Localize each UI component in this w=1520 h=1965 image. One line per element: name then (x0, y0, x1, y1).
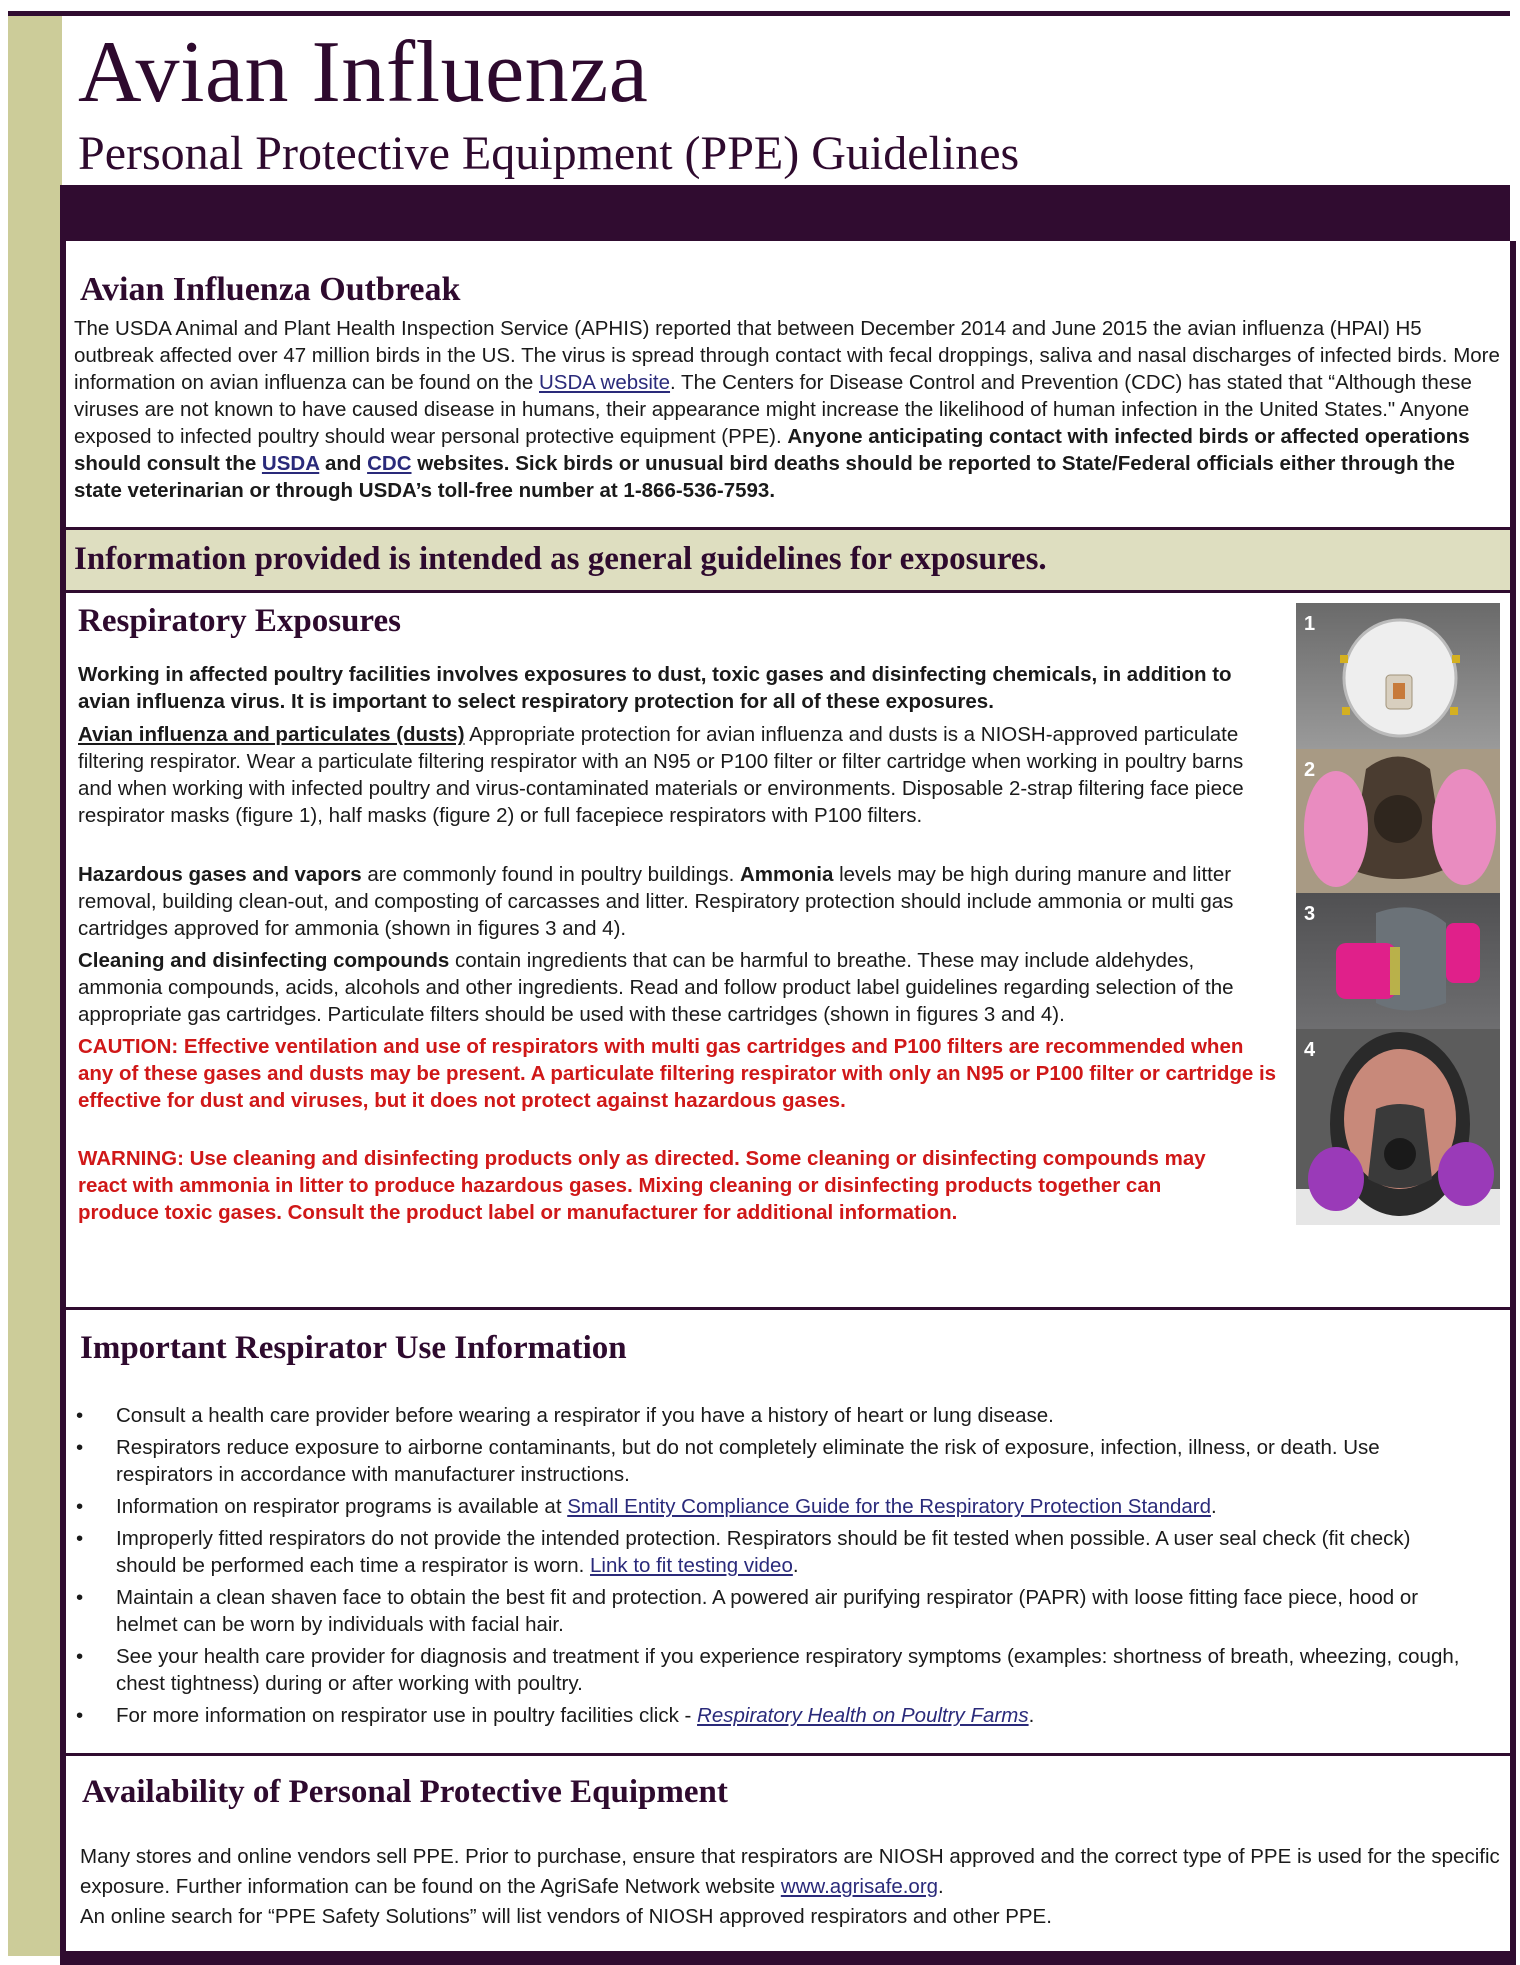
top-rule (8, 11, 1510, 16)
outbreak-section (66, 241, 1510, 527)
figure-number: 3 (1304, 903, 1316, 925)
respiratory-intro: Working in affected poultry facilities involves exposures to dust, toxic gases and disinfecting chemicals, in addition to avian influenza virus. It is important to select respiratory protection for all of these exposures. (78, 663, 1232, 713)
bullet-icon: • (76, 1436, 84, 1459)
content-frame (60, 241, 1516, 1965)
compliance-guide-link[interactable]: Small Entity Compliance Guide for the Respiratory Protection Standard (567, 1495, 1211, 1518)
dusts-paragraph (78, 721, 1258, 829)
ammonia-label: Ammonia (740, 863, 834, 886)
gases-text-1: are commonly found in poultry buildings. (361, 863, 740, 886)
cleaning-text: contain ingredients that can be harmful to breathe. These may include aldehydes, ammonia compounds, acids, alcohols and other ingredients. Read and follow product label guidelines regarding selection of the appropriate gas cartridges. Particulate filters should be used with these cartridges (shown in figures 3 and 4). (78, 949, 1234, 1026)
usda-link[interactable]: USDA (261, 452, 320, 475)
availability-section (66, 1756, 1510, 1946)
list-item (66, 1584, 1476, 1638)
full-facepiece-respirator-icon (1296, 1029, 1500, 1225)
outbreak-bold-1: Anyone anticipating contact with infected birds or affected operations should consult the (74, 425, 1470, 475)
list-item-text: . (1211, 1495, 1217, 1518)
figure-1 (1296, 603, 1500, 749)
figure-3 (1296, 893, 1500, 1029)
figure-number: 1 (1304, 613, 1316, 635)
dusts-text: Appropriate protection for avian influenza and dusts is a NIOSH-approved particulate filtering respirator. Wear a particulate filtering respirator with an N95 or P100 filter or filter cartridge when working in poultry barns and when working with infected poultry and virus-contaminated materials or environments. Disposable 2-strap filtering face piece respirator masks (figure 1), half masks (figure 2) or full facepiece respirators with P100 filters. (78, 723, 1244, 827)
page-title: Avian Influenza (78, 24, 649, 121)
list-item (66, 1493, 1476, 1520)
bullet-icon: • (76, 1704, 84, 1727)
figure-4 (1296, 1029, 1500, 1225)
n95-mask-icon (1296, 603, 1500, 749)
figure-2 (1296, 749, 1500, 893)
agrisafe-link[interactable]: www.agrisafe.org (780, 1875, 939, 1898)
outbreak-and: and (319, 452, 368, 475)
header-band (60, 185, 1510, 241)
guidelines-notice: Information provided is intended as general guidelines for exposures. (74, 541, 1047, 577)
bullet-icon: • (76, 1404, 84, 1427)
outbreak-heading: Avian Influenza Outbreak (80, 271, 461, 308)
outbreak-text-1: The USDA Animal and Plant Health Inspection Service (APHIS) reported that between December 2014 and June 2015 the avian influenza (HPAI) H5 outbreak affected over 47 million birds in the US. The virus is spread through contact with fecal droppings, saliva and nasal discharges of infected birds. More information on avian influenza can be found on the (74, 317, 1500, 394)
outbreak-bold-2: websites. Sick birds or unusual bird deaths should be reported to State/Federal officials either through the state veterinarian or through USDA’s toll-free number at 1-866-536-7593. (74, 452, 1455, 502)
sidebar-accent-bar (8, 16, 62, 1956)
availability-text-2: An online search for “PPE Safety Solutions” will list vendors of NIOSH approved respirators and other PPE. (80, 1905, 1052, 1928)
bullet-icon: • (76, 1645, 84, 1668)
list-item (66, 1525, 1476, 1579)
guidelines-notice-band (66, 527, 1510, 593)
outbreak-text-2: . The Centers for Disease Control and Prevention (CDC) has stated that “Although these viruses are not known to have caused disease in humans, their appearance might increase the likelihood of human infection in the United States." Anyone exposed to infected poultry should wear personal protective equipment (PPE). (74, 371, 1472, 448)
list-item-text: See your health care provider for diagnosis and treatment if you experience respiratory symptoms (examples: shortness of breath, wheezing, cough, chest tightness) during or after working with poultry. (116, 1645, 1460, 1695)
cleaning-label: Cleaning and disinfecting compounds (78, 949, 450, 972)
gases-text-2: levels may be high during manure and litter removal, building clean-out, and composting of carcasses and litter. Respiratory protection should include ammonia or multi gas cartridges approved for ammonia (shown in figures 3 and 4). (78, 863, 1234, 940)
respirator-use-heading: Important Respirator Use Information (80, 1330, 627, 1366)
bullet-icon: • (76, 1495, 84, 1518)
outbreak-paragraph (74, 315, 1504, 504)
respiratory-heading: Respiratory Exposures (78, 603, 401, 639)
half-mask-p100-icon (1296, 749, 1500, 893)
dusts-label: Avian influenza and particulates (dusts) (78, 723, 465, 746)
list-item (66, 1434, 1476, 1488)
cleaning-paragraph (78, 947, 1278, 1028)
list-item-text: Improperly fitted respirators do not provide the intended protection. Respirators should be fit tested when possible. A user seal check (fit check) should be performed each time a respirator is worn. (116, 1527, 1411, 1577)
figure-number: 2 (1304, 759, 1316, 781)
bullet-icon: • (76, 1586, 84, 1609)
list-item (66, 1402, 1476, 1429)
list-item-text: . (1028, 1704, 1035, 1727)
gases-paragraph (78, 861, 1278, 942)
list-item-text: For more information on respirator use in poultry facilities click - (116, 1704, 698, 1727)
cdc-link[interactable]: CDC (367, 452, 412, 475)
gases-label: Hazardous gases and vapors (78, 863, 362, 886)
list-item-text: Respirators reduce exposure to airborne contaminants, but do not completely eliminate the risk of exposure, infection, illness, or death. Use respirators in accordance with manufacturer instructions. (116, 1436, 1380, 1486)
list-item (66, 1643, 1476, 1697)
availability-paragraph (80, 1842, 1500, 1932)
availability-heading: Availability of Personal Protective Equipment (82, 1774, 728, 1810)
respirator-use-section (66, 1310, 1510, 1727)
list-item-text: Maintain a clean shaven face to obtain the best fit and protection. A powered air purifying respirator (PAPR) with loose fitting face piece, hood or helmet can be worn by individuals with facial hair. (116, 1586, 1419, 1636)
availability-text-1: Many stores and online vendors sell PPE. Prior to purchase, ensure that respirators are NIOSH approved and the correct type of PPE is used for the specific exposure. Further information can be found on the AgriSafe Network website (80, 1845, 1500, 1898)
list-item-text: Information on respirator programs is available at (116, 1495, 568, 1518)
respiratory-health-poultry-link[interactable]: Respiratory Health on Poultry Farms (697, 1704, 1029, 1727)
list-item-text: Consult a health care provider before wearing a respirator if you have a history of heart or lung disease. (116, 1404, 1054, 1427)
availability-text-1-end: . (938, 1875, 944, 1898)
respiratory-section (66, 593, 1510, 1309)
list-item (66, 1702, 1476, 1729)
respirator-use-list (66, 1402, 1476, 1734)
list-item-text: . (792, 1554, 799, 1577)
figure-number: 4 (1304, 1039, 1316, 1061)
page-subtitle: Personal Protective Equipment (PPE) Guidelines (78, 127, 1020, 180)
half-mask-gas-cartridge-icon (1296, 893, 1500, 1029)
warning-text: WARNING: Use cleaning and disinfecting products only as directed. Some cleaning or disinfecting compounds may react with ammonia in litter to produce hazardous gases. Mixing cleaning or disinfecting products together can produce toxic gases. Consult the product label or manufacturer for additional information. (78, 1147, 1206, 1224)
usda-website-link[interactable]: USDA website (539, 371, 671, 394)
caution-text: CAUTION: Effective ventilation and use of respirators with multi gas cartridges and P100 filters are recommended when any of these gases and dusts may be present. A particulate filtering respirator with only an N95 or P100 filter or cartridge is effective for dust and viruses, but it does not protect against hazardous gases. (78, 1035, 1277, 1112)
bullet-icon: • (76, 1527, 84, 1550)
fit-testing-video-link[interactable]: Link to fit testing video (590, 1554, 793, 1577)
figure-column (1296, 603, 1500, 1225)
